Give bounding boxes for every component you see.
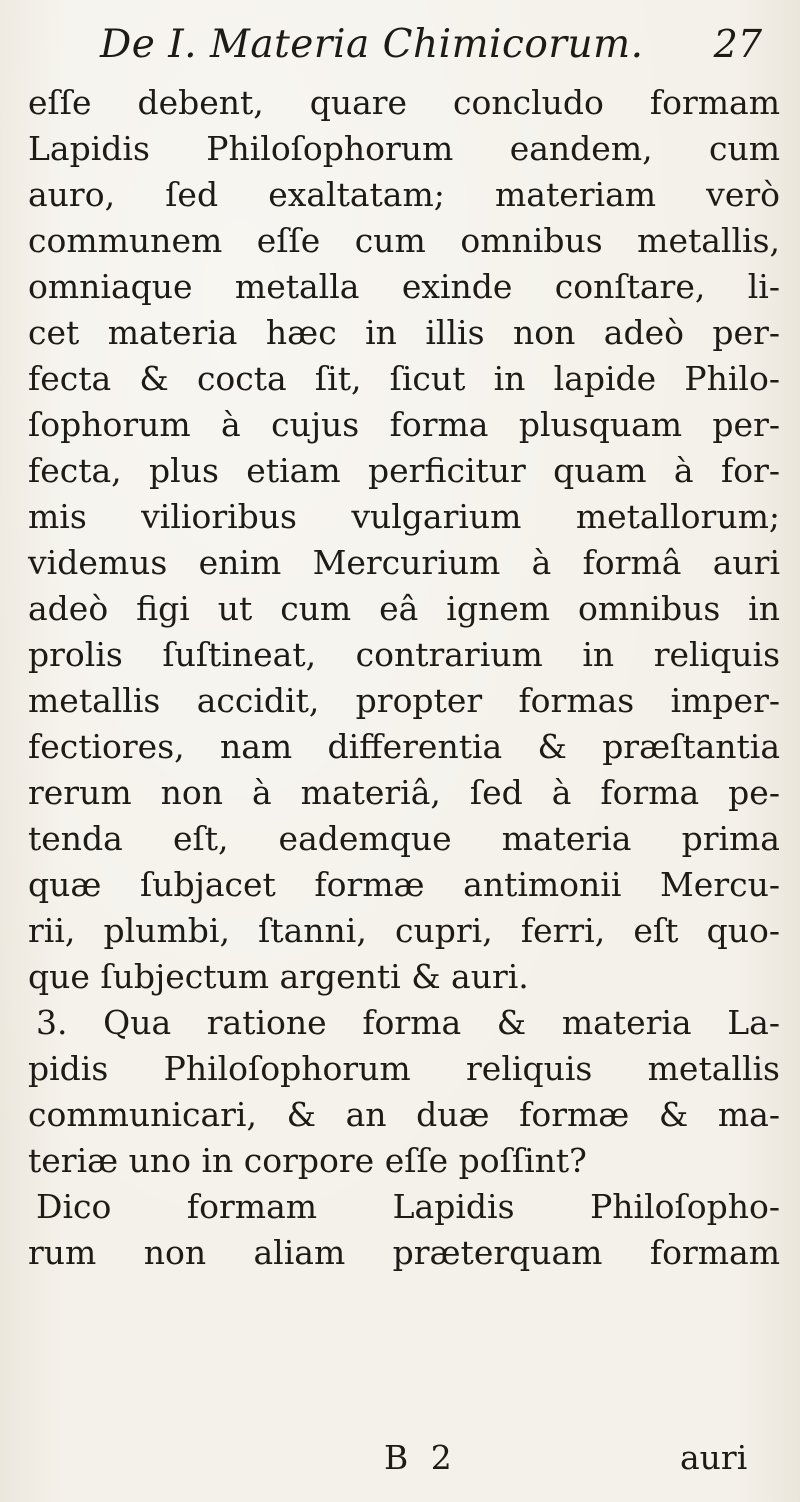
running-header	[70, 18, 770, 72]
text-line: prolis ſuſtineat, contrarium in reliquis	[28, 635, 780, 674]
text-line: pidis Philoſophorum reliquis metallis	[28, 1049, 780, 1088]
text-line: adeò figi ut cum eâ ignem omnibus in	[28, 589, 780, 628]
text-line: communem eſſe cum omnibus metallis,	[28, 221, 780, 260]
text-line: tenda eſt, eademque materia prima	[28, 819, 780, 858]
text-line: cet materia hæc in illis non adeò per-	[28, 313, 780, 352]
text-line: omniaque metalla exinde conſtare, li-	[28, 267, 780, 306]
section-heading-line: 3. Qua ratione forma & materia La-	[36, 1003, 780, 1042]
text-line: quæ ſubjacet formæ antimonii Mercu-	[28, 865, 780, 904]
text-line: teriæ uno in corpore eſſe poſſint?	[28, 1141, 587, 1180]
text-line: videmus enim Mercurium à formâ auri	[28, 543, 780, 582]
catchword: auri	[680, 1438, 748, 1477]
running-title: De I. Materia Chimicorum.	[100, 22, 644, 67]
page-number: 27	[713, 22, 762, 66]
text-line: fectiores, nam differentia & præſtantia	[28, 727, 780, 766]
text-line: Lapidis Philoſophorum eandem, cum	[28, 129, 780, 168]
text-line: communicari, & an duæ formæ & ma-	[28, 1095, 780, 1134]
text-line: metallis accidit, propter formas imper-	[28, 681, 780, 720]
text-line: eſſe debent, quare concludo formam	[28, 83, 780, 122]
text-line: fecta & cocta ſit, ſicut in lapide Philo-	[28, 359, 780, 398]
text-line: Dico formam Lapidis Philoſopho-	[36, 1187, 780, 1226]
text-line: fecta, plus etiam perficitur quam à for-	[28, 451, 780, 490]
text-line: rii, plumbi, ſtanni, cupri, ferri, eſt quo-	[28, 911, 780, 950]
text-line: rerum non à materiâ, ſed à forma pe-	[28, 773, 780, 812]
text-line: rum non aliam præterquam formam	[28, 1233, 780, 1272]
text-line: que ſubjectum argenti & auri.	[28, 957, 529, 996]
signature-mark: B 2	[384, 1438, 458, 1477]
page-footer	[0, 1438, 800, 1488]
text-line: auro, ſed exaltatam; materiam verò	[28, 175, 780, 214]
text-line: ſophorum à cujus forma plusquam per-	[28, 405, 780, 444]
text-line: mis vilioribus vulgarium metallorum;	[28, 497, 780, 536]
body-text	[28, 80, 780, 1276]
